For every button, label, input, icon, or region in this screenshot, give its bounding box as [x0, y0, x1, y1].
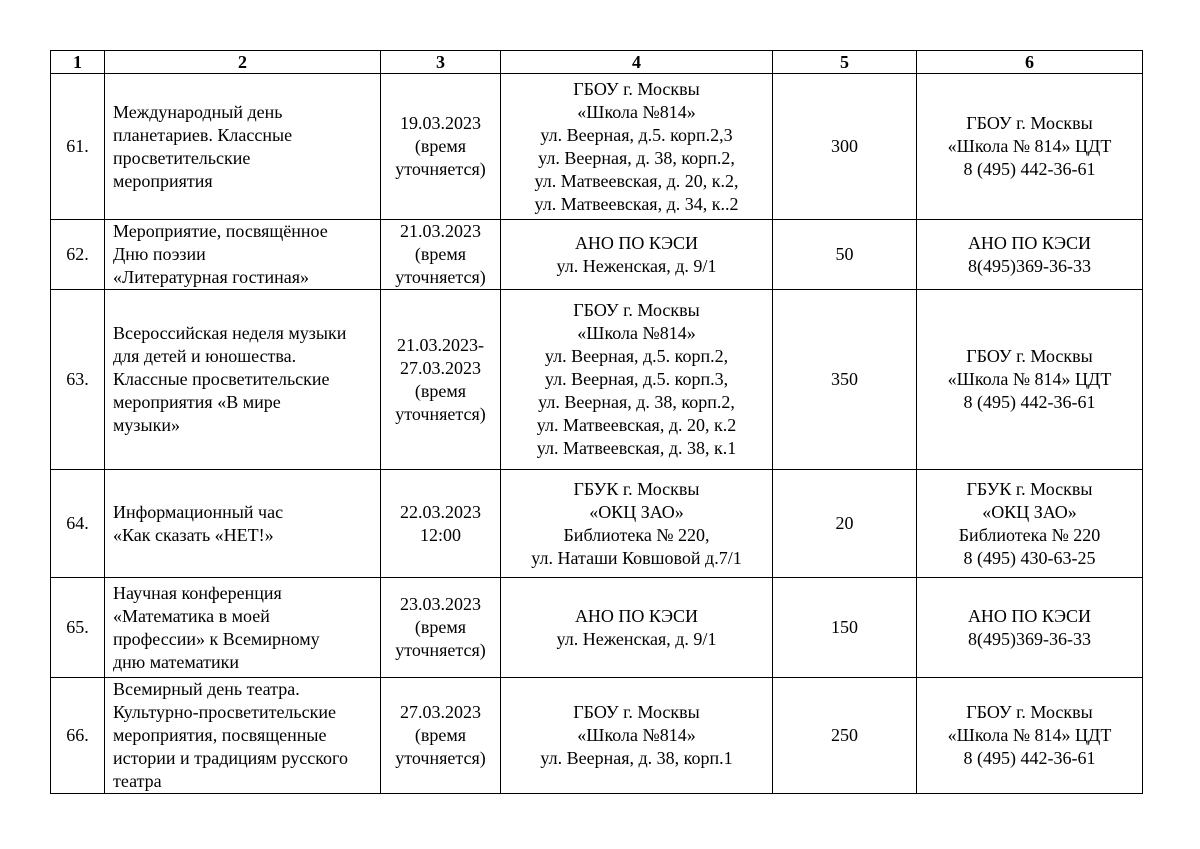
row-number: 66.: [51, 678, 105, 794]
participants-count: 300: [773, 74, 917, 220]
event-place-line: ул. Веерная, д.5. корп.2,: [544, 346, 729, 366]
table-row: [51, 220, 1143, 290]
event-name-line: планетариев. Классные: [113, 124, 293, 145]
event-date-line: (время: [414, 136, 467, 156]
participants-count: 20: [773, 470, 917, 578]
row-number: 63.: [51, 290, 105, 470]
column-header: 4: [501, 51, 773, 74]
event-name-line: просветительские: [113, 147, 251, 168]
event-place-line: ГБОУ г. Москвы: [573, 702, 700, 722]
event-name-line: Культурно-просветительские: [113, 702, 336, 722]
event-date-line: 21.03.2023-: [397, 334, 484, 355]
organizer-contact-line: ГБОУ г. Москвы: [966, 113, 1093, 133]
organizer-contact: [917, 290, 1143, 470]
table-row: [51, 678, 1143, 794]
participants-count: 50: [773, 220, 917, 290]
event-date-line: (время: [414, 617, 467, 637]
event-place: [501, 470, 773, 578]
event-date-line: уточняется): [395, 267, 486, 287]
event-name-line: профессии» к Всемирному: [113, 628, 320, 649]
event-date: [381, 220, 501, 290]
organizer-contact: [917, 678, 1143, 794]
event-date-line: уточняется): [395, 640, 486, 660]
event-name-line: мероприятия, посвященные: [113, 725, 327, 745]
event-name-line: истории и традициям русского: [113, 748, 348, 768]
organizer-contact: [917, 470, 1143, 578]
organizer-contact-line: «Школа № 814» ЦДТ: [947, 369, 1112, 389]
event-name-line: Дню поэзии: [113, 244, 206, 264]
event-name: [105, 470, 381, 578]
event-date-line: 23.03.2023: [400, 594, 481, 614]
event-name-line: дню математики: [113, 651, 240, 672]
event-name-line: Информационный час: [113, 501, 284, 522]
events-table: [50, 50, 1143, 794]
event-place-line: ул. Веерная, д.5. корп.2,3: [540, 124, 733, 145]
event-place: [501, 74, 773, 220]
organizer-contact-line: АНО ПО КЭСИ: [967, 605, 1092, 626]
event-date-line: 21.03.2023: [400, 221, 481, 241]
event-name-line: театра: [113, 771, 162, 791]
organizer-contact-line: ГБУК г. Москвы: [966, 478, 1093, 499]
event-place-line: ул. Матвеевская, д. 38, к.1: [536, 438, 737, 458]
event-date-line: 12:00: [419, 524, 461, 545]
organizer-contact-line: 8 (495) 430-63-25: [963, 547, 1096, 568]
event-name: [105, 220, 381, 290]
event-place-line: ул. Веерная, д. 38, корп.2,: [538, 392, 735, 412]
event-place-line: «Школа №814»: [577, 101, 696, 122]
organizer-contact-line: 8 (495) 442-36-61: [963, 748, 1096, 768]
organizer-contact: [917, 74, 1143, 220]
organizer-contact-line: «ОКЦ ЗАО»: [982, 501, 1077, 522]
event-name-line: «Литературная гостиная»: [113, 267, 310, 287]
row-number: 64.: [51, 470, 105, 578]
organizer-contact: [917, 220, 1143, 290]
organizer-contact-line: 8 (495) 442-36-61: [963, 159, 1096, 179]
participants-count: 150: [773, 578, 917, 678]
organizer-contact-line: «Школа № 814» ЦДТ: [947, 725, 1112, 745]
event-place: [501, 290, 773, 470]
event-place-line: ул. Матвеевская, д. 34, к..2: [534, 193, 739, 214]
event-name-line: Всероссийская неделя музыки: [113, 323, 347, 343]
event-name-line: для детей и юношества.: [113, 346, 297, 366]
event-place-line: «ОКЦ ЗАО»: [589, 501, 684, 522]
table-row: [51, 74, 1143, 220]
table-row: [51, 578, 1143, 678]
event-place-line: «Школа №814»: [577, 725, 696, 745]
event-name: [105, 578, 381, 678]
column-header: 1: [51, 51, 105, 74]
organizer-contact-line: АНО ПО КЭСИ: [967, 232, 1092, 253]
event-name-line: мероприятия «В мире: [113, 392, 281, 412]
event-place-line: ул. Веерная, д. 38, корп.2,: [538, 147, 735, 168]
organizer-contact-line: ГБОУ г. Москвы: [966, 702, 1093, 722]
organizer-contact-line: 8 (495) 442-36-61: [963, 392, 1096, 412]
organizer-contact-line: ГБОУ г. Москвы: [966, 346, 1093, 366]
event-date-line: уточняется): [395, 403, 486, 424]
event-date-line: 22.03.2023: [400, 501, 481, 522]
event-date-line: (время: [414, 380, 467, 401]
table-row: [51, 290, 1143, 470]
event-name-line: музыки»: [113, 415, 180, 435]
organizer-contact-line: 8(495)369-36-33: [968, 628, 1091, 649]
table-row: [51, 470, 1143, 578]
organizer-contact: [917, 578, 1143, 678]
event-date: [381, 290, 501, 470]
row-number: 65.: [51, 578, 105, 678]
event-date-line: 27.03.2023: [400, 357, 481, 378]
event-name-line: мероприятия: [113, 170, 213, 191]
event-place: [501, 578, 773, 678]
table-header-row: [51, 51, 1143, 74]
event-place-line: ул. Матвеевская, д. 20, к.2,: [534, 170, 739, 191]
event-place: [501, 678, 773, 794]
event-place-line: ул. Веерная, д.5. корп.3,: [544, 369, 729, 389]
event-date-line: 19.03.2023: [400, 113, 481, 133]
event-place-line: ГБУК г. Москвы: [573, 478, 700, 499]
event-place-line: ул. Неженская, д. 9/1: [556, 628, 717, 649]
event-name: [105, 74, 381, 220]
participants-count: 350: [773, 290, 917, 470]
event-place-line: ул. Неженская, д. 9/1: [556, 255, 717, 276]
event-name-line: Мероприятие, посвящённое: [113, 221, 328, 241]
event-date: [381, 578, 501, 678]
event-name-line: Международный день: [113, 101, 283, 122]
event-place-line: ГБОУ г. Москвы: [573, 78, 700, 99]
event-date: [381, 678, 501, 794]
event-place-line: ул. Наташи Ковшовой д.7/1: [531, 547, 742, 568]
event-date: [381, 470, 501, 578]
event-place-line: АНО ПО КЭСИ: [574, 232, 699, 253]
event-place-line: ул. Матвеевская, д. 20, к.2: [536, 415, 737, 435]
column-header: 5: [773, 51, 917, 74]
event-name-line: «Как сказать «НЕТ!»: [113, 524, 274, 545]
event-date-line: (время: [414, 244, 467, 264]
event-place: [501, 220, 773, 290]
organizer-contact-line: 8(495)369-36-33: [968, 255, 1091, 276]
event-date: [381, 74, 501, 220]
event-place-line: Библиотека № 220,: [563, 524, 710, 545]
event-date-line: уточняется): [395, 159, 486, 179]
column-header: 3: [381, 51, 501, 74]
event-date-line: уточняется): [395, 748, 486, 768]
event-name-line: Классные просветительские: [113, 369, 330, 389]
event-date-line: 27.03.2023: [400, 702, 481, 722]
row-number: 61.: [51, 74, 105, 220]
column-header: 6: [917, 51, 1143, 74]
event-name-line: «Математика в моей: [113, 605, 270, 626]
event-place-line: АНО ПО КЭСИ: [574, 605, 699, 626]
organizer-contact-line: Библиотека № 220: [958, 524, 1101, 545]
event-place-line: «Школа №814»: [577, 323, 696, 343]
column-header: 2: [105, 51, 381, 74]
organizer-contact-line: «Школа № 814» ЦДТ: [947, 136, 1112, 156]
event-name: [105, 290, 381, 470]
event-date-line: (время: [414, 725, 467, 745]
event-name-line: Всемирный день театра.: [113, 679, 300, 699]
event-place-line: ГБОУ г. Москвы: [573, 300, 700, 320]
participants-count: 250: [773, 678, 917, 794]
event-place-line: ул. Веерная, д. 38, корп.1: [540, 748, 733, 768]
event-name: [105, 678, 381, 794]
row-number: 62.: [51, 220, 105, 290]
event-name-line: Научная конференция: [113, 582, 282, 603]
